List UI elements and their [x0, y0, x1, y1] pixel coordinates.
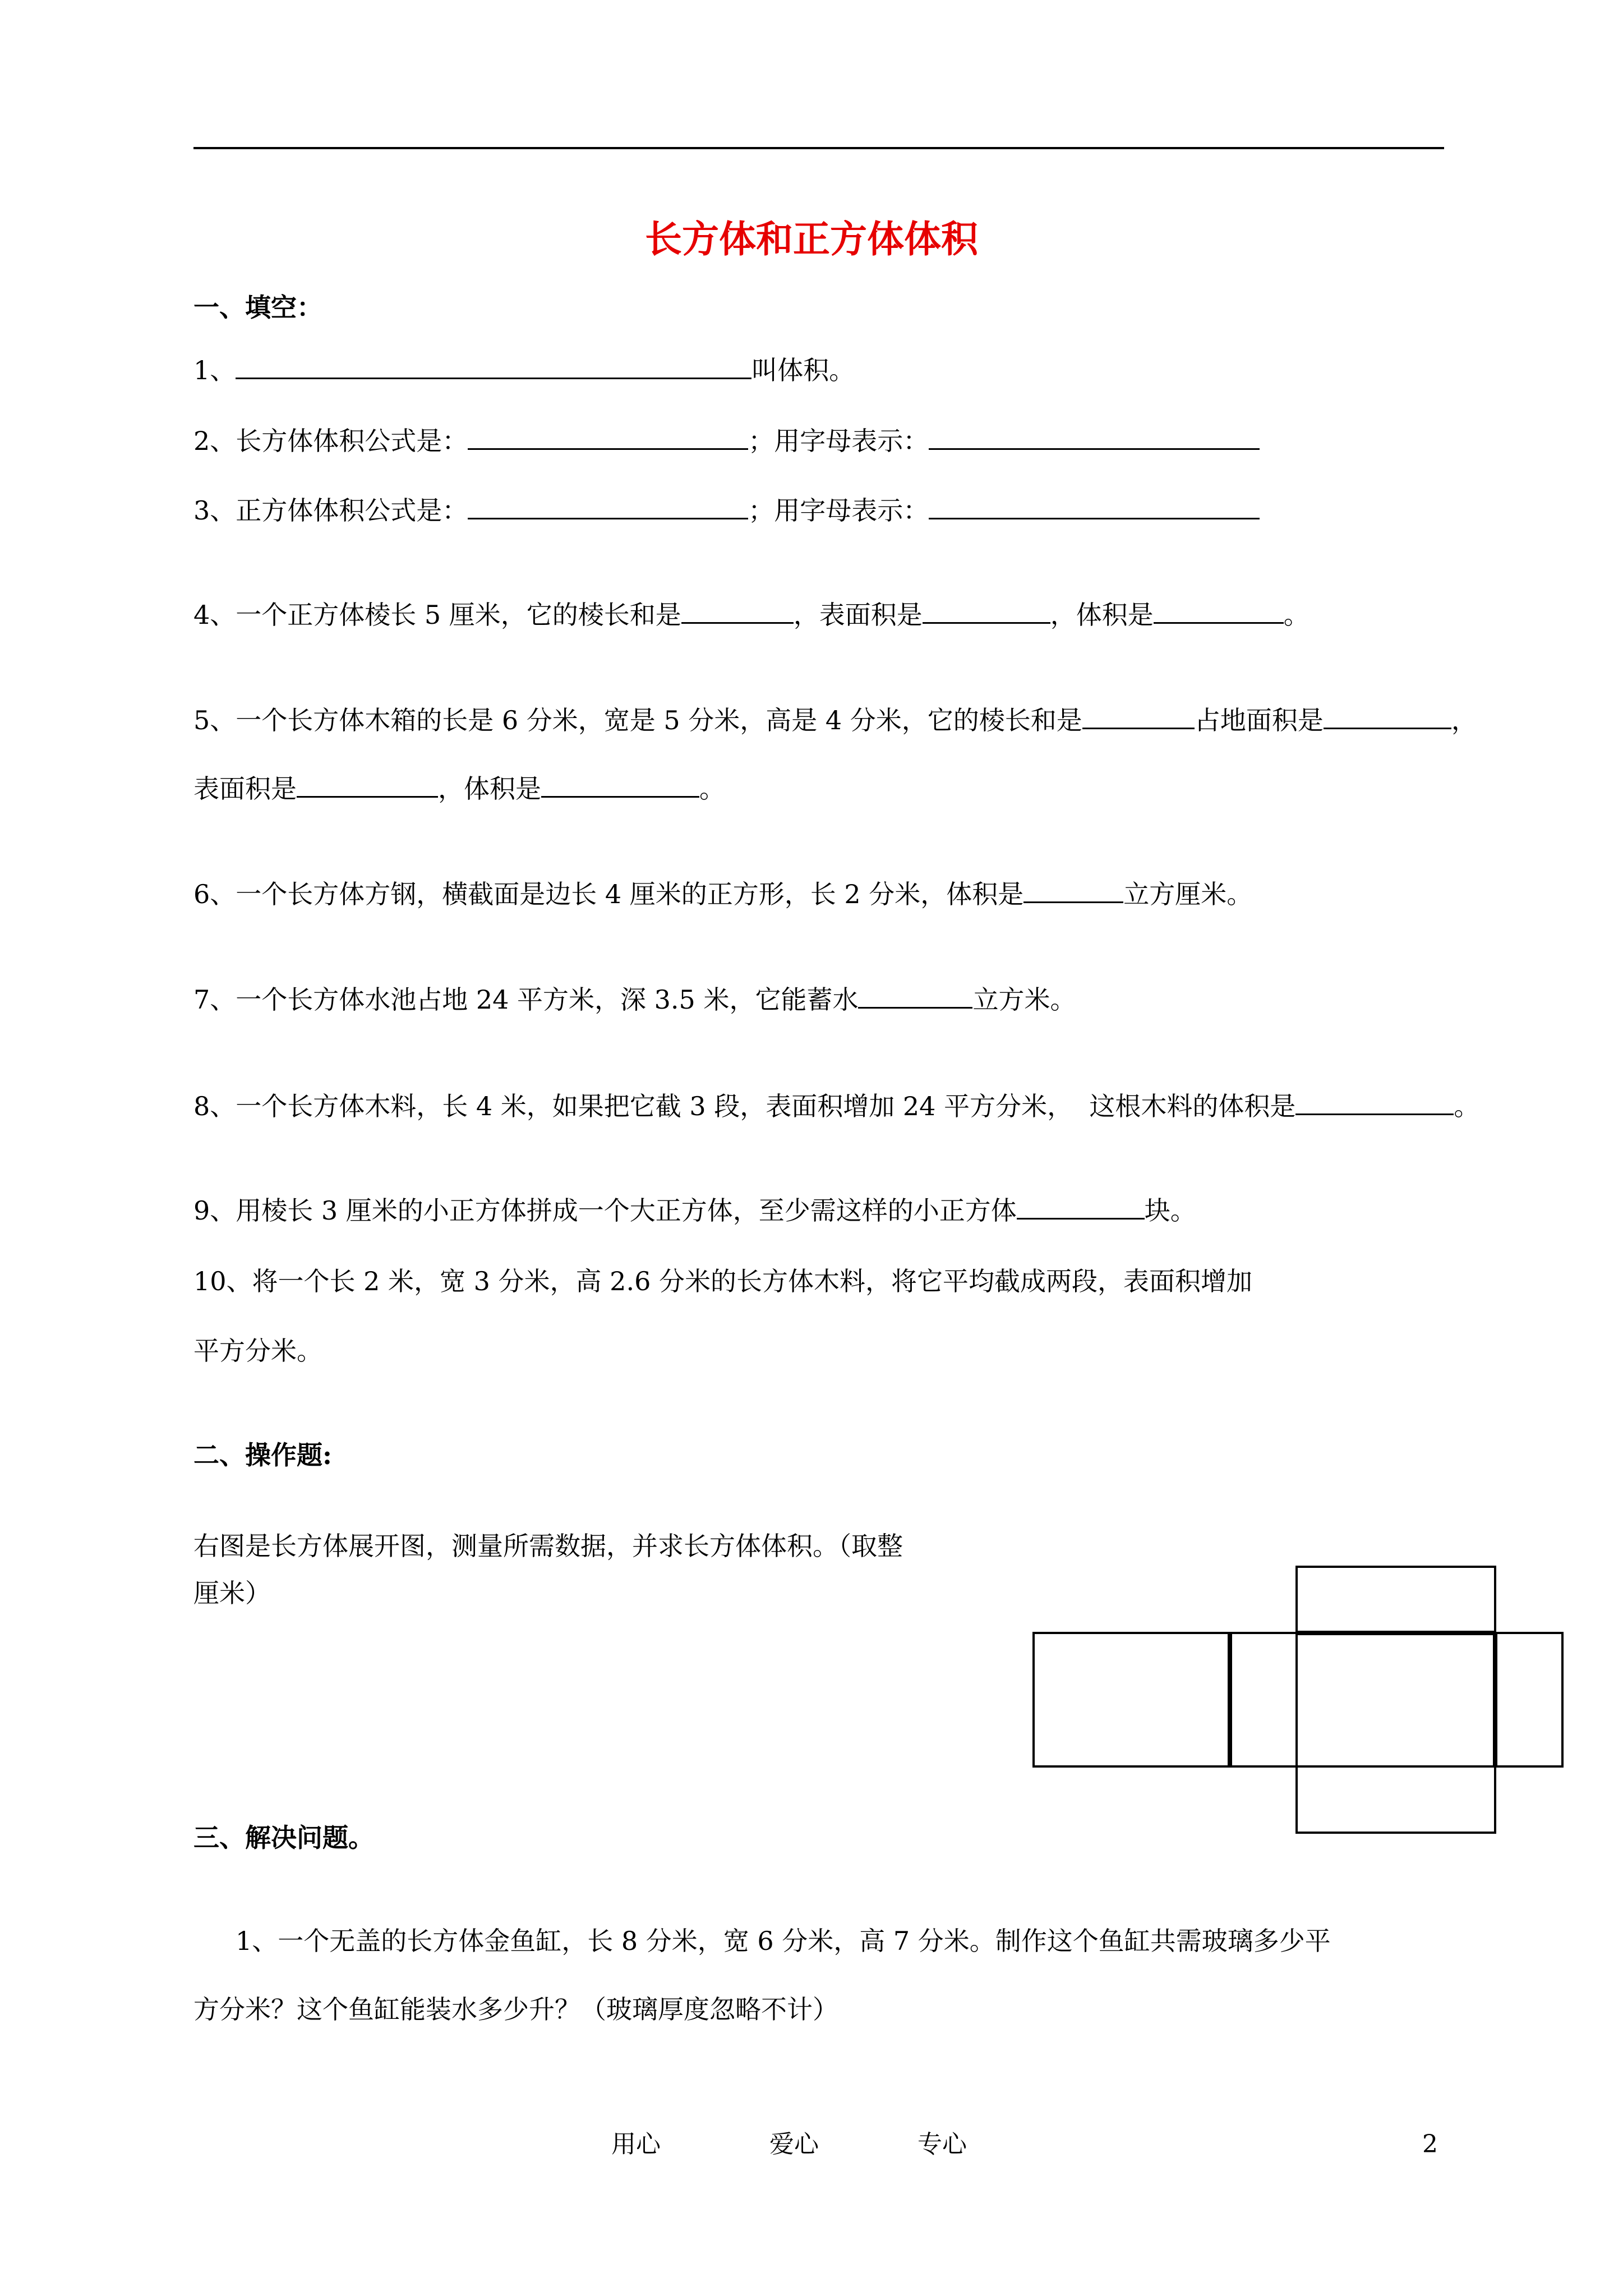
- q6-blank[interactable]: [1023, 879, 1123, 903]
- question-5-line2: [193, 772, 725, 806]
- question-3: [193, 494, 1260, 527]
- q4-blank-2[interactable]: [923, 600, 1050, 624]
- page-number: 2: [1422, 2130, 1438, 2159]
- q5-text-b: 占地面积是: [1194, 705, 1324, 735]
- q9-text-b: 块。: [1144, 1195, 1196, 1226]
- q8-text-a: 8、一个长方体木料，长 4 米，如果把它截 3 段，表面积增加 24 平方分米，: [193, 1091, 1073, 1121]
- q3-blank-1[interactable]: [468, 495, 748, 519]
- question-10-line2: 平方分米。: [193, 1336, 322, 1366]
- question-4: [193, 598, 1310, 632]
- question-1: [193, 353, 855, 387]
- q8-blank[interactable]: [1295, 1091, 1454, 1115]
- q5-blank-2[interactable]: [1324, 705, 1451, 729]
- section1-heading: 一、填空：: [193, 292, 322, 323]
- net-bottom-face: [1297, 1766, 1495, 1833]
- q9-blank[interactable]: [1017, 1195, 1145, 1220]
- question-5-line1: [193, 703, 1477, 737]
- q5-text-a: 5、一个长方体木箱的长是 6 分米，宽是 5 分米，高是 4 分米，它的棱长和是: [193, 705, 1082, 735]
- q4-text-b: ，表面积是: [793, 600, 923, 630]
- q4-blank-1[interactable]: [681, 600, 794, 624]
- net-left-face: [1230, 1633, 1297, 1766]
- q5-blank-3[interactable]: [297, 774, 438, 798]
- net-back-face: [1034, 1633, 1230, 1766]
- q5-blank-4[interactable]: [541, 774, 699, 798]
- q7-blank[interactable]: [858, 984, 972, 1009]
- q3-text: 3、正方体体积公式是：: [193, 495, 468, 526]
- q5-text-d: 表面积是: [193, 774, 297, 804]
- q1-blank[interactable]: [236, 355, 751, 379]
- q4-blank-3[interactable]: [1154, 600, 1284, 624]
- q4-text-c: ，体积是: [1050, 600, 1154, 630]
- question-6: [193, 877, 1252, 911]
- section3-heading: 三、解决问题。: [193, 1823, 374, 1853]
- net-right-face: [1495, 1633, 1562, 1766]
- q2-mid: ；用字母表示：: [748, 426, 929, 456]
- q7-text-b: 立方米。: [972, 984, 1076, 1015]
- footer-word-1: 用心: [611, 2130, 661, 2159]
- q1-number: 1、: [193, 355, 236, 385]
- q3-mid: ；用字母表示：: [748, 495, 929, 526]
- q5-text-c: ，: [1451, 705, 1477, 735]
- q2-blank-2[interactable]: [929, 426, 1260, 450]
- q7-text-a: 7、一个长方体水池占地 24 平方米，深 3.5 米，它能蓄水: [193, 984, 859, 1015]
- header-rule: [193, 147, 1444, 149]
- q5-text-e: ，体积是: [438, 774, 541, 804]
- q5-blank-1[interactable]: [1082, 705, 1195, 729]
- q5-text-f: 。: [699, 774, 725, 804]
- q4-text-a: 4、一个正方体棱长 5 厘米，它的棱长和是: [193, 600, 681, 630]
- page-title: 长方体和正方体体积: [645, 217, 978, 261]
- q6-text-b: 立方厘米。: [1123, 879, 1253, 909]
- net-front-face: [1297, 1633, 1495, 1766]
- q2-text: 2、长方体体积公式是：: [193, 426, 468, 456]
- q6-text-a: 6、一个长方体方钢，横截面是边长 4 厘米的正方形，长 2 分米，体积是: [193, 879, 1024, 909]
- q4-text-d: 。: [1283, 600, 1310, 630]
- section2-instruction-line2: 厘米）: [193, 1578, 271, 1608]
- question-7: [193, 983, 1076, 1016]
- problem-1-line1: 1、一个无盖的长方体金鱼缸，长 8 分米，宽 6 分米，高 7 分米。制作这个鱼缸共需玻璃多少平: [236, 1926, 1331, 1956]
- q1-text: 叫体积。: [751, 355, 855, 385]
- q2-blank-1[interactable]: [468, 426, 748, 450]
- footer-word-3: 专心: [917, 2130, 967, 2159]
- q9-text-a: 9、用棱长 3 厘米的小正方体拼成一个大正方体，至少需这样的小正方体: [193, 1195, 1017, 1226]
- question-8: [193, 1089, 1479, 1123]
- net-top-face: [1297, 1567, 1495, 1633]
- question-2: [193, 424, 1260, 458]
- q8-text-c: 。: [1454, 1091, 1480, 1121]
- question-9: [193, 1194, 1196, 1227]
- footer-word-2: 爱心: [769, 2130, 819, 2159]
- q8-text-b: 这根木料的体积是: [1089, 1091, 1296, 1121]
- q3-blank-2[interactable]: [929, 495, 1260, 519]
- section2-instruction-line1: 右图是长方体展开图，测量所需数据，并求长方体体积。（取整: [193, 1531, 903, 1561]
- question-10-line1: 10、将一个长 2 米，宽 3 分米，高 2.6 分米的长方体木料，将它平均截成两段，表面积增加: [193, 1266, 1252, 1296]
- cuboid-net-diagram: [1032, 1565, 1570, 1846]
- section2-heading: 二、操作题:: [193, 1440, 332, 1470]
- problem-1-line2: 方分米？这个鱼缸能装水多少升？（玻璃厚度忽略不计）: [193, 1994, 838, 2024]
